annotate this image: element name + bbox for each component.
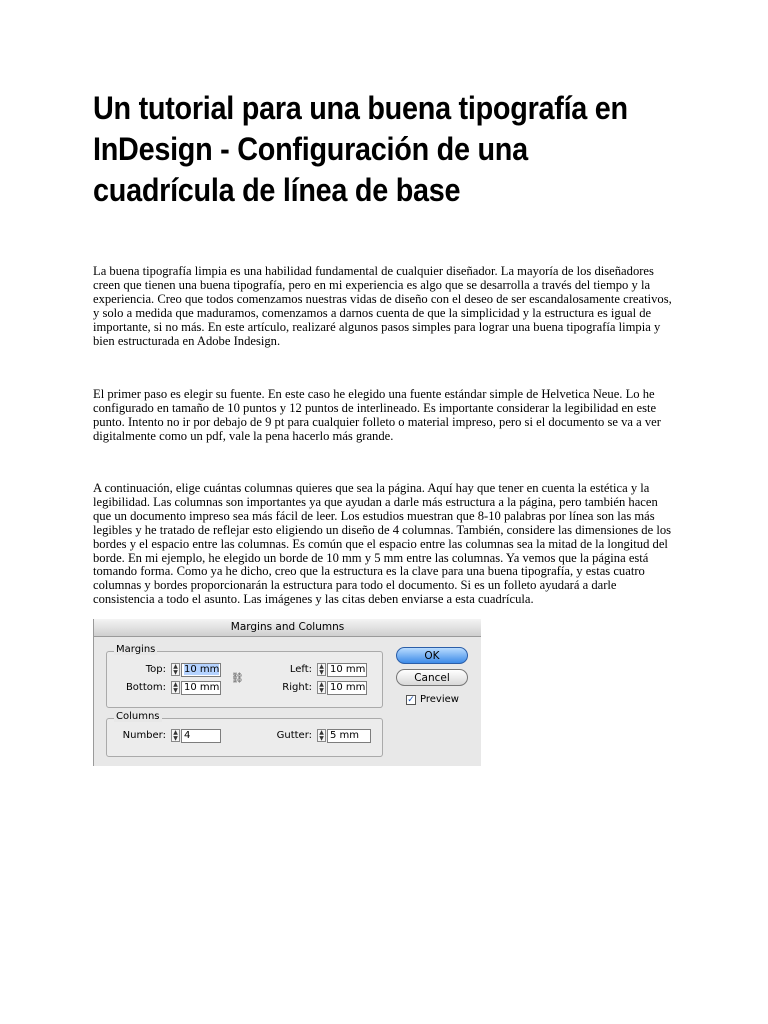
article-title: Un tutorial para una buena tipografía en InDesign - Configuración de una cuadrícula de línea de base — [93, 90, 628, 208]
columns-group-label: Columns — [116, 711, 160, 722]
left-stepper[interactable]: ▲ ▼ — [317, 663, 326, 676]
paragraph-font: El primer paso es elegir su fuente. En este caso he elegido una fuente estándar simple de Helvetica Neue. Lo he configurado en tamaño de 10 puntos y 12 puntos de interlineado. Es importante considerar la legibilidad en este punto. Intento no ir por debajo de 9 pt para cualquier folleto o material impreso, pero si el documento se va a ver digitalmente como un pdf, vale la pena hacerlo más grande. — [93, 387, 661, 443]
ok-button[interactable]: OK — [396, 647, 468, 664]
preview-label: Preview — [420, 694, 459, 705]
bottom-input[interactable]: 10 mm — [181, 681, 221, 695]
paragraph-intro: La buena tipografía limpia es una habilidad fundamental de cualquier diseñador. La mayoría de los diseñadores creen que tienen una buena tipografía, pero en mi experiencia es algo que se desarrolla a través del tiempo y la experiencia. Creo que todos comenzamos nuestras vidas de diseño con el deseo de ser escandalosamente creativos, y solo a medida que maduramos, comenzamos a darnos cuenta de que la simplicidad y la estructura es igual de importante, si no más. En este artículo, realizaré algunos pasos simples para lograr una buena tipografía limpia y bien estructurada en Adobe Indesign. — [93, 264, 672, 348]
cancel-button[interactable]: Cancel — [396, 669, 468, 686]
left-label: Left: — [289, 664, 312, 675]
checkmark-icon: ✓ — [407, 695, 415, 705]
bottom-label: Bottom: — [125, 682, 166, 693]
gutter-input[interactable]: 5 mm — [327, 729, 371, 743]
chain-link-icon[interactable]: ⛓ — [231, 673, 244, 684]
paragraph-columns: A continuación, elige cuántas columnas quieres que sea la página. Aquí hay que tener en cuenta la estética y la legibilidad. Las columnas son importantes ya que ayudan a darle más estructura a la página, pero también hacen que un documento impreso sea más fácil de leer. Los estudios muestran que 8-10 palabras por línea son las más legibles y he tratado de reflejar esto eligiendo un diseño de 4 columnas. También, considere las dimensiones de los bordes y el espacio entre las columnas. Es común que el espacio entre las columnas sea la mitad de la longitud del borde. En mi ejemplo, he elegido un borde de 10 mm y 5 mm entre las columnas. Ya vemos que la página está tomando forma. Como ya he dicho, creo que la estructura es la clave para una buena tipografía, y estas cuatro columnas y bordes proporcionarán la estructura para todo el documento. Si es un folleto ayudará a darle consistencia a todo el asunto. Las imágenes y las citas deben enviarse a esta cuadrícula. — [93, 481, 672, 607]
top-label: Top: — [145, 664, 166, 675]
right-stepper[interactable]: ▲ ▼ — [317, 681, 326, 694]
bottom-stepper[interactable]: ▲ ▼ — [171, 681, 180, 694]
number-stepper[interactable]: ▲ ▼ — [171, 729, 180, 742]
right-input[interactable]: 10 mm — [327, 681, 367, 695]
gutter-stepper[interactable]: ▲ ▼ — [317, 729, 326, 742]
right-label: Right: — [282, 682, 312, 693]
number-input[interactable]: 4 — [181, 729, 221, 743]
number-label: Number: — [122, 730, 166, 741]
margins-group-label: Margins — [116, 644, 156, 655]
preview-checkbox[interactable] — [406, 695, 416, 705]
margins-columns-dialog — [93, 619, 481, 766]
gutter-label: Gutter: — [276, 730, 312, 741]
left-input[interactable]: 10 mm — [327, 663, 367, 677]
top-stepper[interactable]: ▲ ▼ — [171, 663, 180, 676]
margins-group — [106, 651, 383, 708]
top-input[interactable]: 10 mm — [181, 663, 221, 677]
dialog-title: Margins and Columns — [94, 619, 481, 637]
